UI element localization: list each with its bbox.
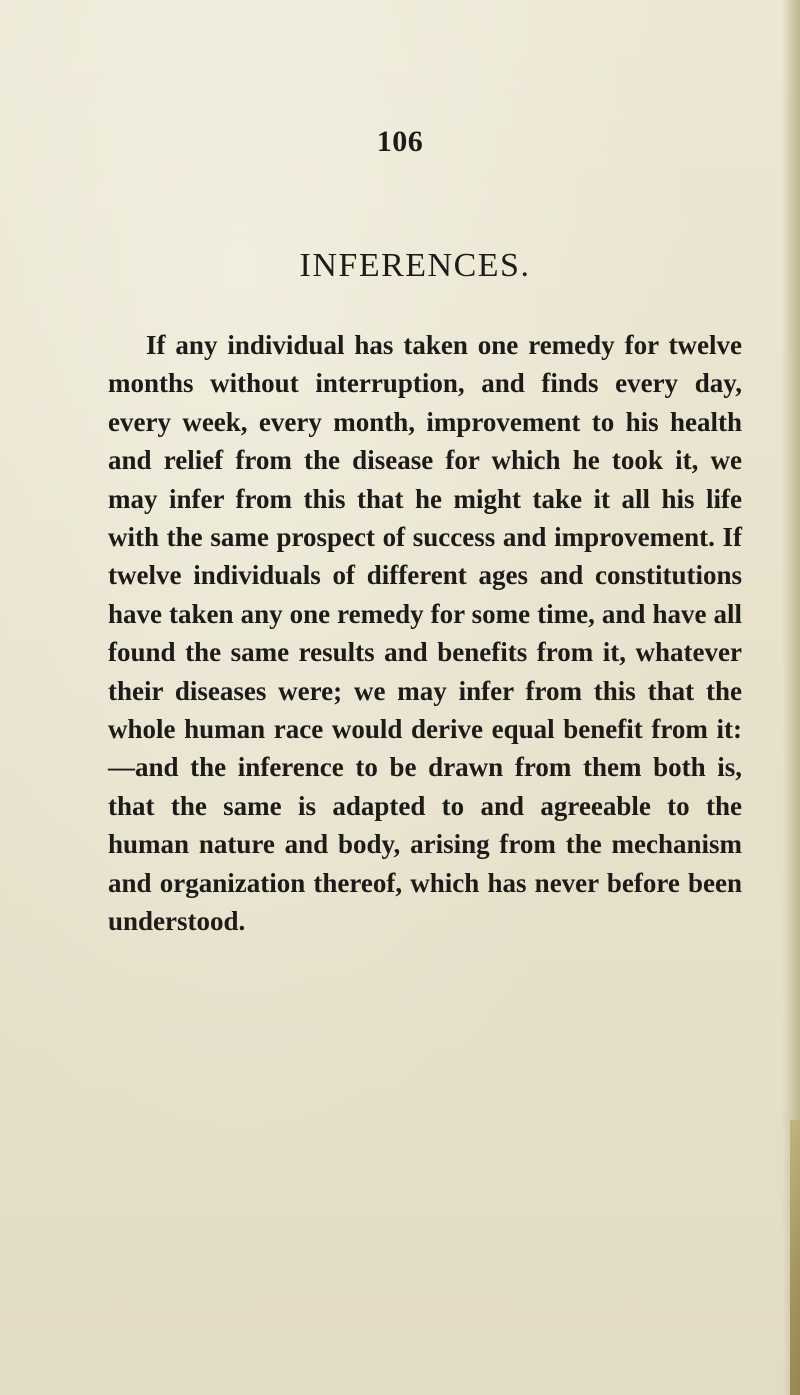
chapter-heading: INFERENCES.: [299, 247, 531, 284]
page-number: 106: [376, 125, 424, 158]
page-edge-stain: [790, 1120, 800, 1395]
body-paragraph: If any individual has taken one remedy for twelve months without interruption, and finds every day, every week, every month, improvement to his health and relief from the disease for which he took it, we may infer from this that he might take it all his life with the same prospect of success and improvement. If twelve individuals of different ages and constitutions have taken any one remedy for some time, and have all found the same results and benefits from it, whatever their diseases were; we may infer from this that the whole human race would derive equal benefit from it:—and the inference to be drawn from them both is, that the same is adapted to and agreeable to the human nature and body, arising from the mechanism and organization thereof, which has never before been understood.: [108, 330, 742, 937]
